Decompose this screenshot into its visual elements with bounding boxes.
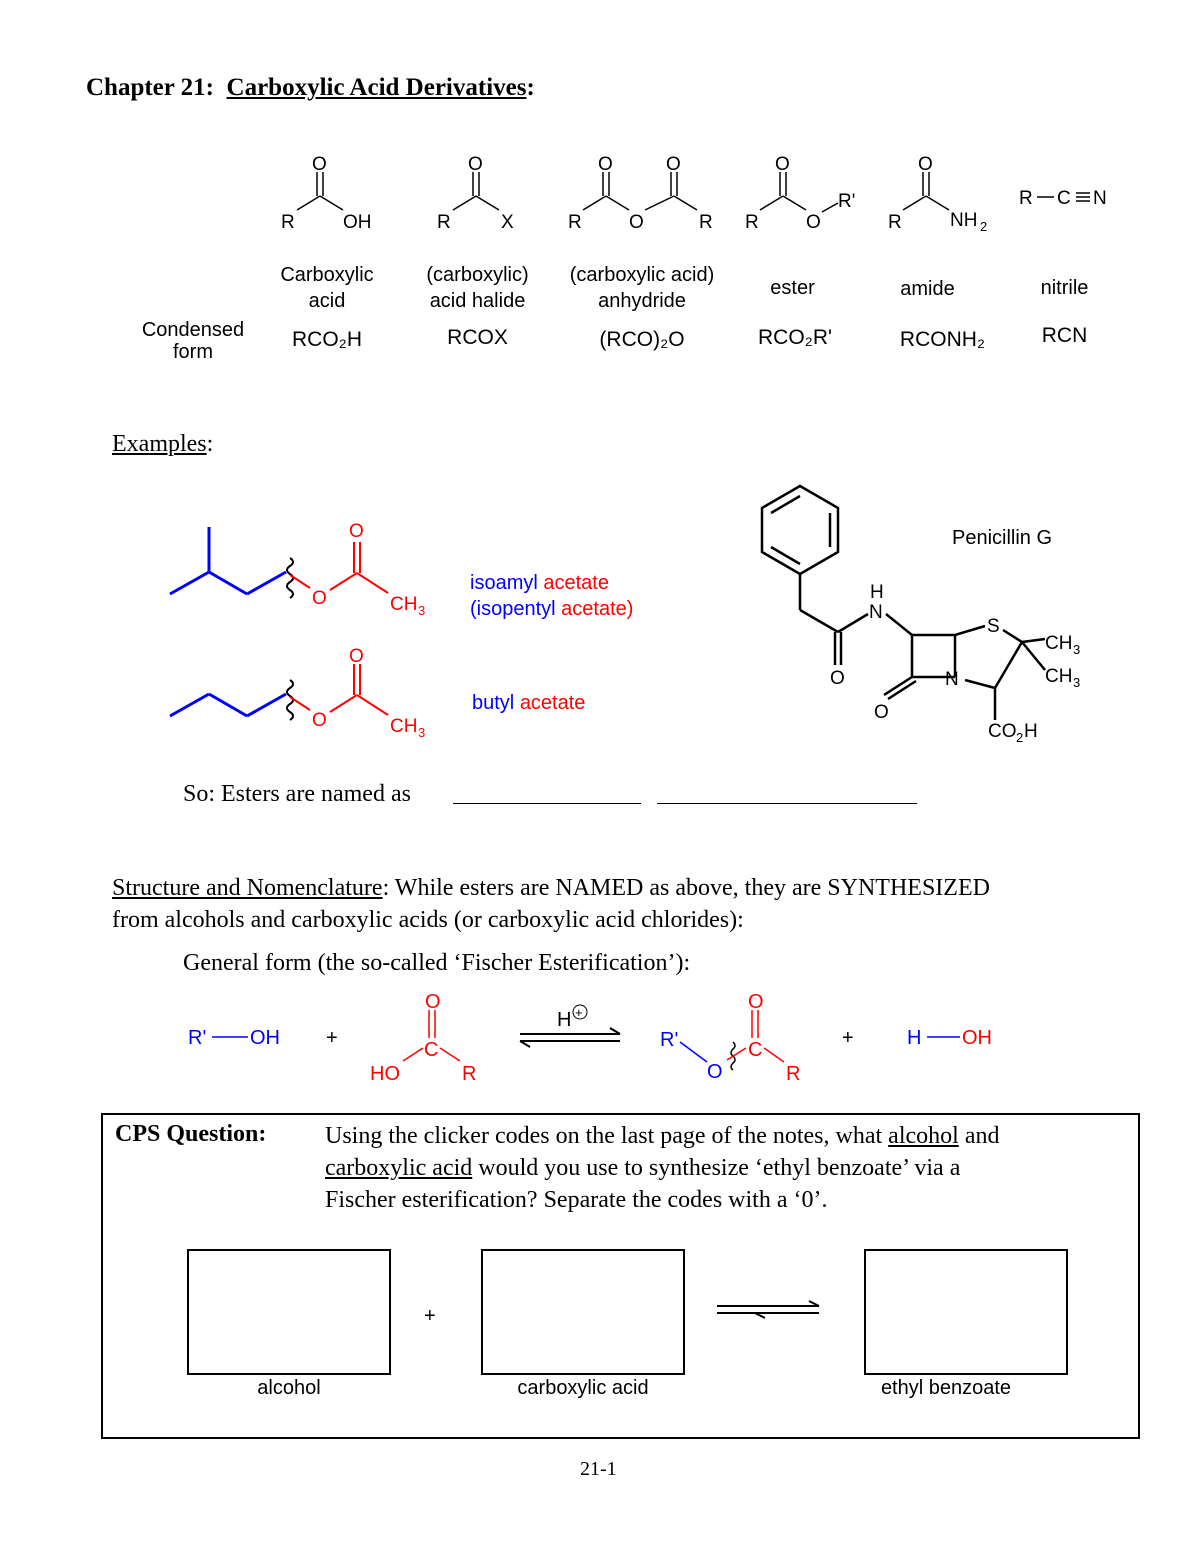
svg-text:OH: OH — [343, 212, 372, 233]
svg-text:O: O — [425, 991, 441, 1013]
name-ester: ester — [770, 277, 815, 299]
svg-text:C: C — [424, 1039, 439, 1061]
svg-text:CH: CH — [1045, 666, 1073, 687]
examples-heading: Examples: — [112, 431, 214, 457]
page-number: 21-1 — [580, 1458, 617, 1480]
svg-text:R: R — [437, 212, 451, 233]
svg-text:R: R — [281, 212, 295, 233]
svg-text:R': R' — [188, 1027, 207, 1049]
svg-text:N: N — [1093, 188, 1107, 209]
svg-text:CH: CH — [390, 594, 418, 615]
svg-text:OH: OH — [962, 1027, 992, 1049]
svg-text:R: R — [568, 212, 582, 233]
svg-text:H: H — [870, 582, 884, 603]
plus-sign: + — [424, 1305, 436, 1327]
svg-text:C: C — [748, 1039, 763, 1061]
penicillin-label: Penicillin G — [952, 527, 1053, 549]
svg-text:3: 3 — [418, 725, 426, 740]
svg-text:HO: HO — [370, 1063, 400, 1085]
ethyl-benzoate-caption: ethyl benzoate — [880, 1377, 1012, 1399]
condensed-anhydride: (RCO)₂O — [599, 328, 685, 351]
svg-text:O: O — [707, 1061, 723, 1083]
svg-text:+: + — [842, 1027, 854, 1049]
structure-nomenclature-paragraph: Structure and Nomenclature: While esters are NAMED as above, they are SYNTHESIZED from alcohols and carboxylic acids (or carboxylic acid chlorides): — [112, 875, 990, 933]
svg-text:O: O — [349, 521, 364, 542]
condensed-carboxylic-acid: RCO₂H — [292, 328, 362, 351]
ester-naming-prompt: So: Esters are named as — [183, 781, 411, 807]
svg-text:+: + — [326, 1027, 338, 1049]
svg-text:N: N — [945, 669, 959, 690]
svg-text:R: R — [888, 212, 902, 233]
alcohol-caption: alcohol — [257, 1377, 321, 1399]
svg-text:O: O — [312, 154, 327, 175]
svg-text:R: R — [462, 1063, 477, 1085]
svg-text:NH: NH — [950, 210, 978, 231]
example-structures — [0, 480, 1200, 770]
blank-line-2[interactable] — [657, 803, 917, 804]
ethyl-benzoate-answer-box[interactable] — [864, 1249, 1068, 1375]
svg-text:O: O — [874, 702, 889, 723]
cps-label: CPS Question: — [115, 1121, 267, 1147]
condensed-amide: RCONH₂ — [899, 328, 986, 351]
svg-text:O: O — [312, 588, 327, 609]
svg-text:3: 3 — [1073, 642, 1081, 657]
svg-text:O: O — [775, 154, 790, 175]
condensed-nitrile: RCN — [1041, 324, 1088, 347]
svg-text:OH: OH — [250, 1027, 280, 1049]
chapter-title: Carboxylic Acid Derivatives — [226, 74, 527, 101]
name-carboxylic-acid: Carboxylic acid — [280, 264, 374, 312]
svg-text:S: S — [987, 616, 1000, 637]
svg-text:O: O — [629, 212, 644, 233]
svg-text:H: H — [557, 1009, 572, 1031]
svg-text:O: O — [918, 154, 933, 175]
svg-text:O: O — [830, 668, 845, 689]
svg-text:O: O — [666, 154, 681, 175]
svg-text:N: N — [869, 602, 883, 623]
svg-text:CH: CH — [1045, 633, 1073, 654]
blank-line-1[interactable] — [453, 803, 641, 804]
svg-text:X: X — [501, 212, 514, 233]
svg-text:CO: CO — [988, 721, 1017, 742]
svg-text:O: O — [312, 710, 327, 731]
svg-text:O: O — [468, 154, 483, 175]
cps-question-box — [101, 1113, 1140, 1439]
derivative-structures — [0, 0, 1200, 260]
equilibrium-arrow — [715, 1298, 825, 1328]
svg-text:O: O — [598, 154, 613, 175]
svg-text:H: H — [1024, 721, 1038, 742]
name-nitrile: nitrile — [1040, 277, 1089, 299]
svg-text:O: O — [748, 991, 764, 1013]
svg-text:H: H — [907, 1027, 922, 1049]
svg-text:R: R — [699, 212, 713, 233]
page-title: Chapter 21: Carboxylic Acid Derivatives: — [86, 74, 535, 101]
svg-text:CH: CH — [390, 716, 418, 737]
general-form-text: General form (the so-called ‘Fischer Esterification’): — [183, 950, 691, 976]
svg-text:R: R — [1019, 188, 1033, 209]
isoamyl-acetate-label: isoamyl acetate (isopentyl acetate) — [470, 572, 634, 620]
name-anhydride: (carboxylic acid) anhydride — [569, 264, 715, 312]
carboxylic-acid-caption: carboxylic acid — [517, 1377, 649, 1399]
svg-text:O: O — [806, 212, 821, 233]
svg-text:2: 2 — [1016, 730, 1024, 745]
svg-text:O: O — [349, 646, 364, 667]
svg-text:+: + — [575, 1005, 583, 1020]
alcohol-answer-box[interactable] — [187, 1249, 391, 1375]
name-amide: amide — [900, 278, 955, 300]
svg-text:R: R — [786, 1063, 801, 1085]
cps-question-text: Using the clicker codes on the last page of the notes, what alcohol and carboxylic acid would you use to synthesize ‘ethyl benzoate’ via a Fischer esterification? Separate the codes with a ‘0’. — [325, 1123, 1000, 1213]
butyl-acetate-label: butyl acetate — [472, 692, 586, 714]
condensed-ester: RCO₂R' — [758, 326, 832, 349]
svg-text:3: 3 — [1073, 675, 1081, 690]
fischer-esterification-scheme — [0, 990, 1200, 1090]
condensed-form-label: Condensed form — [141, 319, 245, 363]
carboxylic-acid-answer-box[interactable] — [481, 1249, 685, 1375]
svg-text:2: 2 — [980, 219, 988, 234]
svg-text:3: 3 — [418, 603, 426, 618]
condensed-acid-halide: RCOX — [447, 326, 508, 349]
svg-text:R: R — [745, 212, 759, 233]
svg-text:R': R' — [838, 191, 856, 212]
svg-text:C: C — [1057, 188, 1071, 209]
name-acid-halide: (carboxylic) acid halide — [426, 264, 529, 312]
svg-text:R': R' — [660, 1029, 679, 1051]
chapter-label: Chapter 21: — [86, 74, 215, 101]
